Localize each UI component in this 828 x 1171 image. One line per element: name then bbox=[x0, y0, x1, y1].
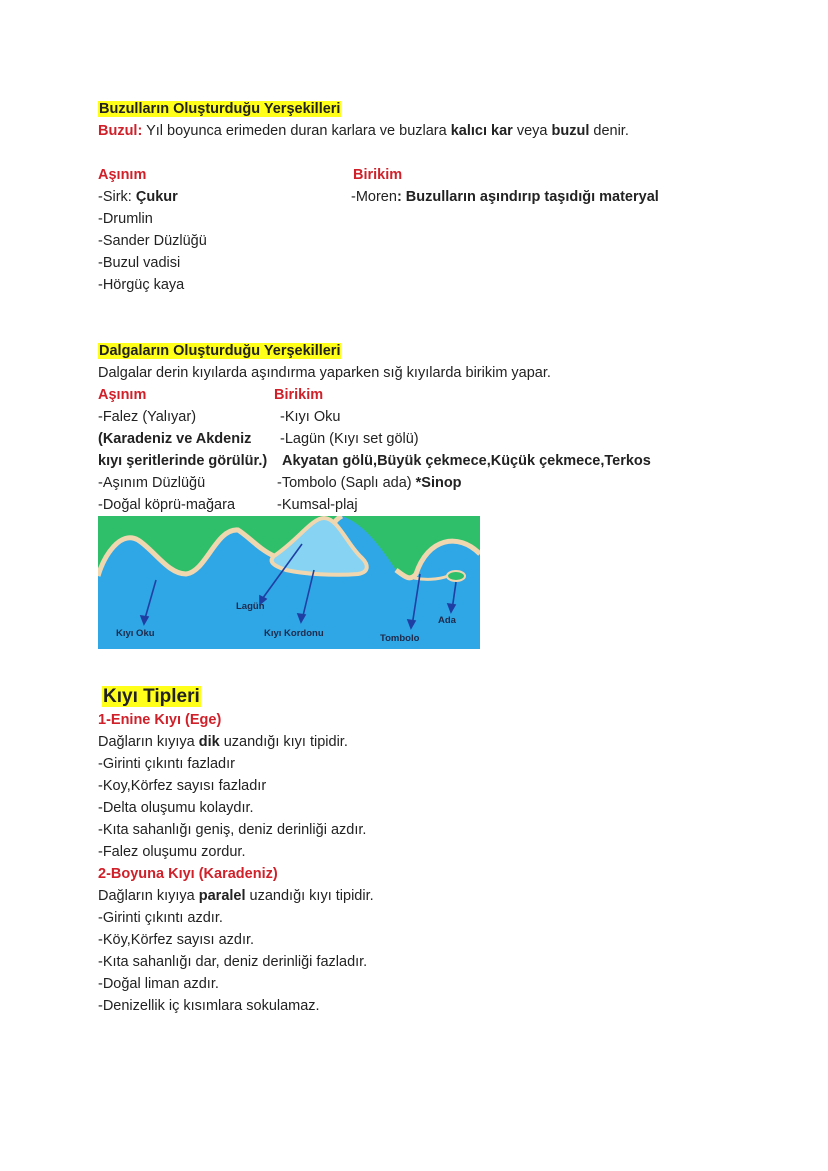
coasts-title: Kıyı Tipleri bbox=[103, 686, 200, 707]
waves-erosion-heading: Aşınım bbox=[98, 387, 147, 403]
waves-left-item: -Aşınım Düzlüğü bbox=[98, 475, 206, 491]
waves-right-item: -Lagün (Kıyı set gölü) bbox=[280, 431, 419, 447]
glacier-erosion-item: -Drumlin bbox=[98, 211, 153, 227]
waves-right-item: Akyatan gölü,Büyük çekmece,Küçük çekmece,Terkos bbox=[282, 453, 651, 469]
glacier-deposition-heading: Birikim bbox=[353, 167, 403, 183]
glacier-erosion-heading: Aşınım bbox=[98, 167, 147, 183]
glacier-erosion-item: -Buzul vadisi bbox=[98, 255, 181, 271]
coastal-landforms-diagram bbox=[98, 516, 480, 649]
glacier-erosion-item: -Sirk: Çukur bbox=[98, 189, 178, 205]
boyuna-item: -Doğal liman azdır. bbox=[98, 976, 219, 992]
enine-item: -Falez oluşumu zordur. bbox=[98, 844, 246, 860]
waves-left-item: (Karadeniz ve Akdeniz bbox=[98, 431, 252, 447]
boyuna-heading: 2-Boyuna Kıyı (Karadeniz) bbox=[98, 866, 278, 882]
glacier-deposition-item: -Moren: Buzulların aşındırıp taşıdığı materyal bbox=[351, 189, 659, 205]
boyuna-item: -Girinti çıkıntı azdır. bbox=[98, 910, 223, 926]
waves-right-item: -Kıyı Oku bbox=[280, 409, 341, 425]
label-lagun: Lagün bbox=[236, 601, 265, 612]
glacier-erosion-item: -Hörgüç kaya bbox=[98, 277, 185, 293]
enine-item: -Koy,Körfez sayısı fazladır bbox=[98, 778, 267, 794]
glacier-erosion-item: -Sander Düzlüğü bbox=[98, 233, 207, 249]
waves-intro: Dalgalar derin kıyılarda aşındırma yaparken sığ kıyılarda birikim yapar. bbox=[98, 365, 551, 381]
boyuna-item: -Kıta sahanlığı dar, deniz derinliği fazladır. bbox=[98, 954, 368, 970]
glacier-title: Buzulların Oluşturduğu Yerşekilleri bbox=[99, 101, 341, 117]
waves-left-item: -Doğal köprü-mağara bbox=[98, 497, 236, 513]
waves-left-item: kıyı şeritlerinde görülür.) bbox=[98, 453, 268, 469]
waves-left-item: -Falez (Yalıyar) bbox=[98, 409, 197, 425]
island bbox=[447, 571, 465, 581]
enine-item: -Delta oluşumu kolaydır. bbox=[98, 800, 254, 816]
waves-right-item: -Tombolo (Saplı ada) *Sinop bbox=[277, 475, 462, 491]
boyuna-item: -Denizellik iç kısımlara sokulamaz. bbox=[98, 998, 320, 1014]
glacier-definition: Buzul: Yıl boyunca erimeden duran karlara ve buzlara kalıcı kar veya buzul denir. bbox=[98, 123, 629, 139]
waves-right-item: -Kumsal-plaj bbox=[277, 497, 358, 513]
label-ada: Ada bbox=[438, 615, 456, 626]
boyuna-item: -Köy,Körfez sayısı azdır. bbox=[98, 932, 255, 948]
label-kiyi-oku: Kıyı Oku bbox=[116, 628, 155, 639]
enine-heading: 1-Enine Kıyı (Ege) bbox=[98, 712, 222, 728]
enine-item: -Kıta sahanlığı geniş, deniz derinliği azdır. bbox=[98, 822, 367, 838]
waves-title: Dalgaların Oluşturduğu Yerşekilleri bbox=[99, 343, 341, 359]
label-tombolo: Tombolo bbox=[380, 633, 420, 644]
boyuna-intro: Dağların kıyıya paralel uzandığı kıyı tipidir. bbox=[98, 888, 374, 904]
waves-deposition-heading: Birikim bbox=[274, 387, 324, 403]
enine-item: -Girinti çıkıntı fazladır bbox=[98, 756, 235, 772]
label-kiyi-kordonu: Kıyı Kordonu bbox=[264, 628, 324, 639]
enine-intro: Dağların kıyıya dik uzandığı kıyı tipidir. bbox=[98, 734, 348, 750]
